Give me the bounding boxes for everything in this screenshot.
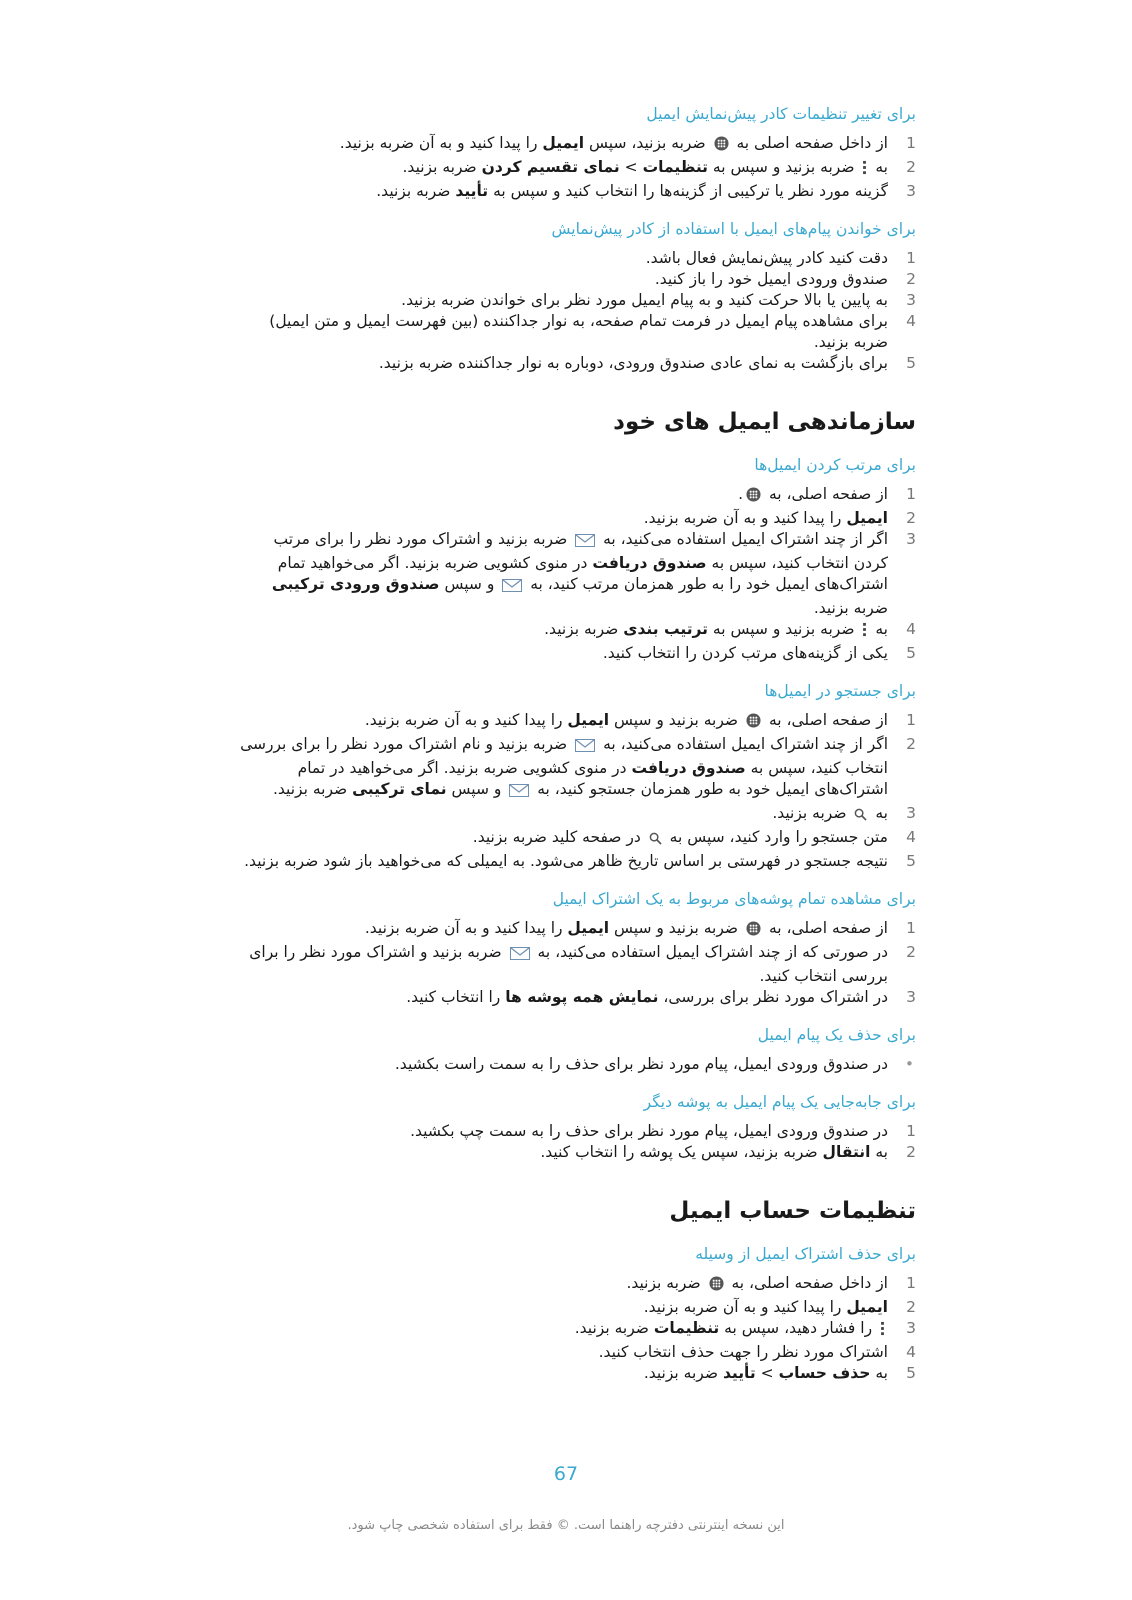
step-number: 5 [906, 852, 916, 870]
step: 3 گزینه مورد نظر یا ترکیبی از گزینه‌ها را انتخاب کنید و سپس به تأیید ضربه بزنید. [376, 182, 916, 200]
step-number: 2 [906, 270, 916, 288]
step: 2 صندوق ورودی ایمیل خود را باز کنید. [654, 270, 916, 288]
apps-grid-icon [746, 921, 761, 942]
page-content [236, 104, 916, 1384]
step: 4 اشتراک مورد نظر را جهت حذف انتخاب کنید. [598, 1343, 916, 1361]
page-number: 67 [553, 1463, 579, 1485]
step-number: 4 [906, 828, 916, 846]
step: 5 برای بازگشت به نمای عادی صندوق ورودی، دوباره به نوار جداکننده ضربه بزنید. [378, 354, 916, 372]
step: 1 از صفحه اصلی، به . [236, 484, 916, 508]
step-number: 2 [906, 509, 916, 527]
step-number: 3 [906, 182, 916, 200]
step-number: 3 [906, 291, 916, 309]
step: 2 ایمیل را پیدا کنید و به آن ضربه بزنید. [643, 509, 916, 527]
step-number: 1 [906, 711, 916, 729]
mail-icon [575, 737, 595, 758]
step-number: 5 [906, 354, 916, 372]
step: 2 اگر از چند اشتراک ایمیل استفاده می‌کنید، به ضربه بزنید و نام اشتراک مورد نظر را برای بررسی انتخاب کنید، سپس به صندوق دریافت در منوی کشویی ضربه بزنید. اگر می‌خواهید در تمام اشتراک‌های ایمیل خود به طور همزمان جستجو کنید، به و سپس نمای ترکیبی ضربه بزنید. [236, 734, 916, 803]
step-number: 1 [906, 249, 916, 267]
step: 5 به حذف حساب > تأیید ضربه بزنید. [643, 1364, 916, 1382]
folders-steps [236, 918, 916, 1008]
step: 3 در اشتراک مورد نظر برای بررسی، نمایش همه پوشه ها را انتخاب کنید. [406, 988, 916, 1006]
search-icon [649, 830, 662, 851]
remove-account-steps [236, 1273, 916, 1384]
step-number: 5 [906, 644, 916, 662]
step: 2 ایمیل را پیدا کنید و به آن ضربه بزنید. [643, 1298, 916, 1316]
step: 3 اگر از چند اشتراک ایمیل استفاده می‌کنید، به ضربه بزنید و اشتراک مورد نظر را برای مرتب کردن انتخاب کنید، سپس به صندوق دریافت در منوی کشویی ضربه بزنید. اگر می‌خواهید تمام اشتراک‌های ایمیل خود را به طور همزمان مرتب کنید، به و سپس صندوق ورودی ترکیبی ضربه بزنید. [271, 530, 916, 617]
overflow-menu-icon [862, 160, 867, 181]
step: 1 در صندوق ورودی ایمیل، پیام مورد نظر برای حذف را به سمت چپ بکشید. [410, 1122, 916, 1140]
step: 4 به ضربه بزنید و سپس به ترتیب بندی ضربه بزنید. [236, 619, 916, 643]
mail-icon [575, 532, 595, 553]
apps-grid-icon [746, 487, 761, 508]
apps-grid-icon [714, 136, 729, 157]
read-preview-steps [236, 248, 916, 374]
footer-note: این نسخه اینترنتی دفترچه راهنما است. © فقط برای استفاده شخصی چاپ شود. [347, 1518, 785, 1533]
folders-title: برای مشاهده تمام پوشه‌های مربوط به یک اشتراک ایمیل [552, 890, 916, 908]
mail-icon [502, 577, 522, 598]
step-number: 1 [906, 485, 916, 503]
step: 2 به ضربه بزنید و سپس به تنظیمات > نمای تقسیم کردن ضربه بزنید. [236, 157, 916, 181]
apps-grid-icon [709, 1276, 724, 1297]
remove-account-title: برای حذف اشتراک ایمیل از وسیله [695, 1245, 916, 1263]
step-number: 1 [906, 919, 916, 937]
organize-heading: سازماندهی ایمیل های خود [613, 409, 916, 435]
step-number: 2 [906, 158, 916, 176]
mail-icon [510, 945, 530, 966]
delete-message-steps [236, 1054, 916, 1075]
step: 2 در صورتی که از چند اشتراک ایمیل استفاده می‌کنید، به ضربه بزنید و اشتراک مورد نظر را برای بررسی انتخاب کنید. [249, 943, 916, 985]
step-number: 1 [906, 1122, 916, 1140]
bullet-dot: • [904, 1055, 914, 1073]
step: 3 به پایین یا بالا حرکت کنید و به پیام ایمیل مورد نظر برای خواندن ضربه بزنید. [401, 291, 916, 309]
move-message-title: برای جابه‌جایی یک پیام ایمیل به پوشه دیگر [643, 1093, 916, 1111]
step: 1 از داخل صفحه اصلی به ضربه بزنید، سپس ایمیل را پیدا کنید و به آن ضربه بزنید. [236, 133, 916, 157]
step-number: 3 [906, 988, 916, 1006]
step: 3 به ضربه بزنید. [236, 803, 916, 827]
account-heading: تنظیمات حساب ایمیل [669, 1198, 916, 1224]
step: 5 یکی از گزینه‌های مرتب کردن را انتخاب کنید. [602, 644, 916, 662]
apps-grid-icon [746, 713, 761, 734]
step: 1 از صفحه اصلی، به ضربه بزنید و سپس ایمیل را پیدا کنید و به آن ضربه بزنید. [236, 710, 916, 734]
preview-settings-title: برای تغییر تنظیمات کادر پیش‌نمایش ایمیل [646, 105, 916, 123]
step-number: 4 [906, 620, 916, 638]
overflow-menu-icon [862, 622, 867, 643]
step: 4 برای مشاهده پیام ایمیل در فرمت تمام صفحه، به نوار جداکننده (بین فهرست ایمیل و متن ایمیل) ضربه بزنید. [269, 312, 916, 351]
step-number: 3 [906, 1319, 916, 1337]
step-number: 3 [906, 804, 916, 822]
move-message-steps [236, 1121, 916, 1163]
step-number: 1 [906, 1274, 916, 1292]
step-number: 4 [906, 312, 916, 330]
preview-settings-steps [236, 133, 916, 202]
step: 1 از داخل صفحه اصلی، به ضربه بزنید. [236, 1273, 916, 1297]
step-number: 2 [906, 1143, 916, 1161]
step-number: 2 [906, 943, 916, 961]
search-title: برای جستجو در ایمیل‌ها [764, 682, 916, 700]
step: 1 دقت کنید کادر پیش‌نمایش فعال باشد. [645, 249, 916, 267]
read-preview-title: برای خواندن پیام‌های ایمیل با استفاده از کادر پیش‌نمایش [551, 220, 916, 238]
step: 3 را فشار دهید، سپس به تنظیمات ضربه بزنید. [236, 1318, 916, 1342]
sort-steps [236, 484, 916, 664]
step: 4 متن جستجو را وارد کنید، سپس به در صفحه کلید ضربه بزنید. [236, 827, 916, 851]
step: 1 از صفحه اصلی، به ضربه بزنید و سپس ایمیل را پیدا کنید و به آن ضربه بزنید. [236, 918, 916, 942]
sort-title: برای مرتب کردن ایمیل‌ها [754, 456, 916, 474]
step-number: 2 [906, 735, 916, 753]
step-number: 1 [906, 134, 916, 152]
step-number: 2 [906, 1298, 916, 1316]
step: 2 به انتقال ضربه بزنید، سپس یک پوشه را انتخاب کنید. [540, 1143, 916, 1161]
overflow-menu-icon [880, 1321, 885, 1342]
mail-icon [509, 782, 529, 803]
bullet-item: • در صندوق ورودی ایمیل، پیام مورد نظر برای حذف را به سمت راست بکشید. [394, 1055, 914, 1073]
step: 5 نتیجه جستجو در فهرستی بر اساس تاریخ ظاهر می‌شود. به ایمیلی که می‌خواهید باز شود ضربه بزنید. [244, 852, 916, 870]
delete-message-title: برای حذف یک پیام ایمیل [757, 1026, 916, 1044]
step-number: 5 [906, 1364, 916, 1382]
search-steps [236, 710, 916, 872]
step-number: 3 [906, 530, 916, 548]
step-number: 4 [906, 1343, 916, 1361]
search-icon [854, 806, 867, 827]
